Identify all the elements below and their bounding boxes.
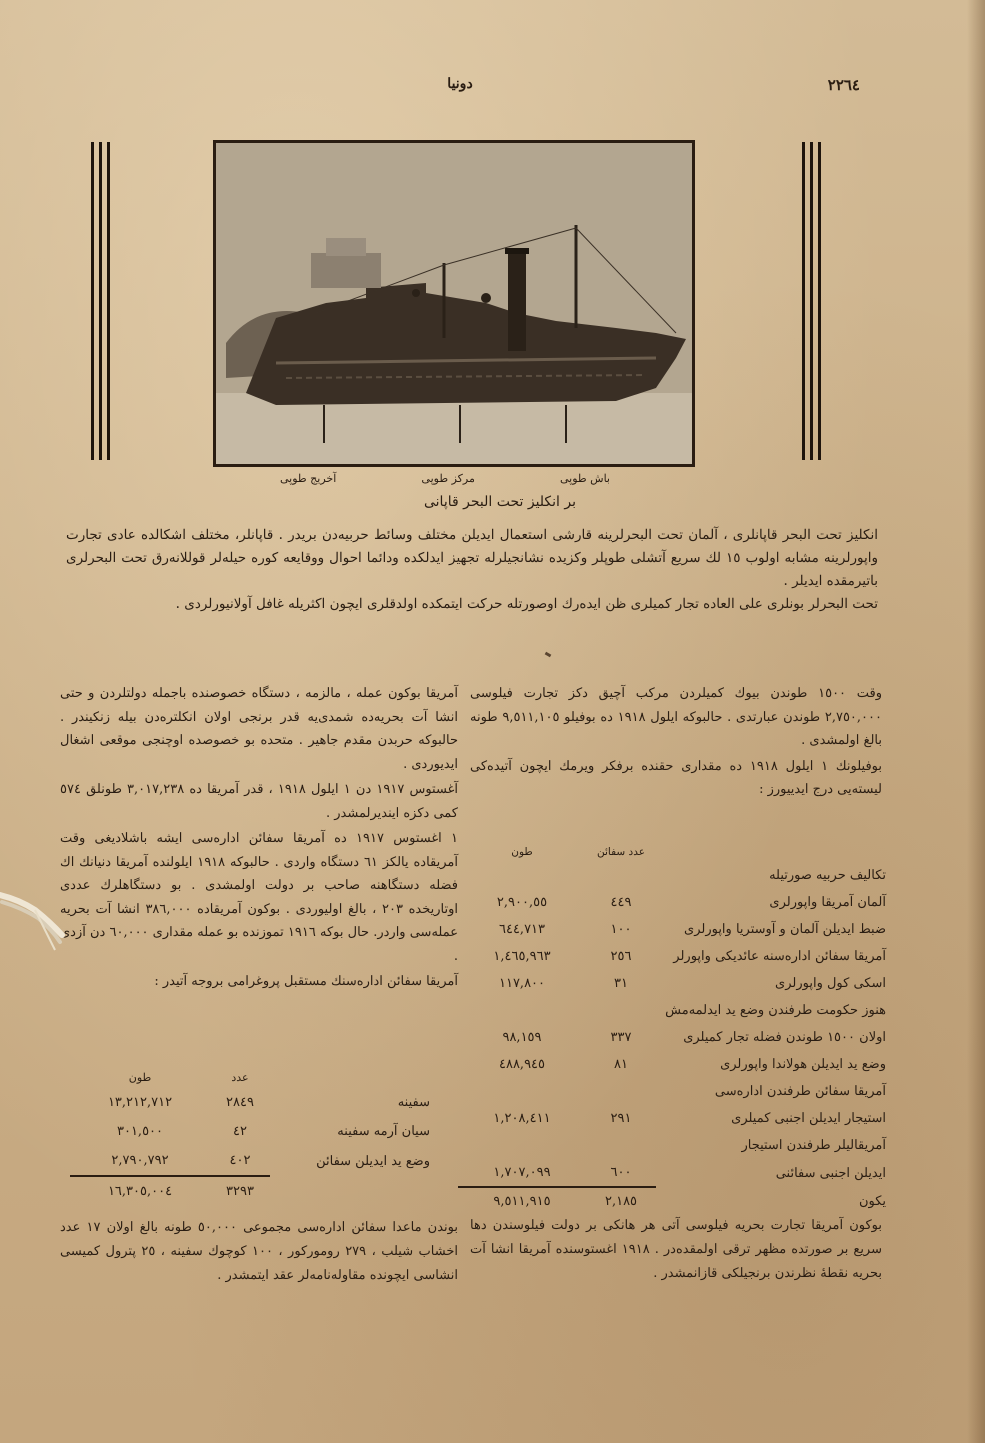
total-ton: ١٦,٣٠٥,٠٠٤ [70,1176,210,1206]
table-row [458,943,886,970]
table-row [458,889,886,916]
intro-text [66,524,878,616]
photo-label: مرکز طوپی [421,472,475,485]
row-ton: ٦٤٤,٧١٣ [498,922,546,937]
row-count: ٣١ [614,976,628,991]
page-header-title: دونیا [447,76,473,92]
row-ton [458,1078,586,1105]
table-row [458,997,886,1024]
row-ton: ٤٨٨,٩٤٥ [498,1057,546,1072]
row-count: ٤٢ [233,1124,247,1139]
row-label: وضع ید ایدیلن هولاندا واپورلری [720,1057,886,1072]
row-label: اسکی کول واپورلری [775,976,886,991]
row-ton [458,997,586,1024]
row-count [586,862,656,889]
row-ton [458,862,586,889]
row-count: ٣٣٧ [610,1030,632,1045]
table-header-row [70,1066,430,1088]
row-count [586,1078,656,1105]
page-number: ٢٢٦٤ [827,76,860,94]
row-ton: ٢,٩٠٠,٥٥ [496,895,548,910]
paragraph: وقت ١٥٠٠ طوندن بیوك کمیلردن مرکب آچیق دکز تجارت فیلوسی ٢,٧٥٠,٠٠٠ طوندن عبارتدی . حالبوکه ایلول ١٩١٨ ده بوفیلو ٩,٥١١,١٠٥ طونه بالغ اولمشدی . [470,686,883,748]
table-row [70,1117,430,1146]
column-header: طون [128,1070,152,1084]
total-ton: ٩,٥١١,٩١٥ [458,1187,586,1215]
table-row [458,1132,886,1159]
row-ton: ١٣,٢١٢,٧١٢ [107,1095,173,1110]
row-ton: ١,٢٠٨,٤١١ [493,1111,551,1126]
row-label: ضبط ایدیلن آلمان و آوستریا واپورلری [684,922,886,937]
right-column [470,682,882,804]
ship-photograph [213,140,695,467]
row-ton [458,1132,586,1159]
table-row [458,916,886,943]
table-row [458,1051,886,1078]
decorative-bar [91,142,94,460]
row-count: ١٠٠ [610,922,632,937]
row-label: وضع ید ایدیلن سفائن [316,1153,430,1169]
row-count: ٤٠٢ [229,1153,251,1168]
paragraph: ١ اغستوس ١٩١٧ ده آمریقا سفائن اداره‌سی ایشه باشلادیغی وقت آمریقاده یالکز ٦١ دستگاه واردی . حالبوکه ١٩١٨ ایلولنده آمریقا دنیانك اك فضله دستگاهنه صاحب بر دولت اولمشدی . بو دستگاهلرك عددی اوتاریخده ٢٠٣ ، بالغ اولیوردی . بوکون آمریقاده ٣٨٦,٠٠٠ انشا آت بحریه عمله‌سی واردر. حال بوکه ١٩١٦ تموزنده بو عمله مقداری ٦٠,٠٠٠ دن آزدی . [60,831,459,964]
total-count: ٣٢٩٣ [210,1176,270,1206]
column-header: عدد سفائن [596,846,645,858]
intro-paragraph: انکلیز تحت البحر قاپانلری ، آلمان تحت البحرلرینه قارشی استعمال ایدیلن مختلف وسائط حربیه‌دن بریدر . قاپانلر، مختلف اشکالده عادی تجارت واپورلرینه مشابه اولوب ١٥ لك سریع آتشلی طوپلر وکزیده نشانجیلرله تجهیز ایدلکده ودائما احوال ووقایعه کوره حیله‌لر قوللانه‌رق تحت البحرلری باتیرمقده ایدیلر . [66,527,878,589]
row-ton: ٩٨,١٥٩ [502,1030,542,1045]
paragraph: آغستوس ١٩١٧ دن ١ ایلول ١٩١٨ ، قدر آمریقا ده ٣,٠١٧,٢٣٨ طونلق ٥٧٤ کمی دکزه ایندیرلمشدر . [60,782,458,821]
paragraph: آمریقا سفائن اداره‌سنك مستقبل پروغرامی بروجه آتیدر : [154,974,458,989]
row-label: آمریقا سفائن اداره‌سنه عائدیکی واپورلر [673,949,886,964]
decorative-bar [107,142,110,460]
table-row [458,862,886,889]
row-label: آلمان آمریقا واپورلری [769,895,886,910]
left-column [60,682,458,996]
page-edge-shadow [967,0,985,1443]
paragraph: بوکون آمریقا تجارت بحریه فیلوسی آتی هر هانکی بر دولت فیلوسندن دها سریع بر صورتده مظهر ترقی اولمقده‌در . ١٩١٨ اغستوسنده آمریقا انشا آت بحریه نقطهٔ نظرندن برنجیلکی قازانمشدر . [470,1218,883,1281]
row-label: استیجار ایدیلن اجنبی کمیلری [731,1111,886,1126]
table-row [458,1105,886,1132]
paragraph: بوفیلونك ١ ایلول ١٩١٨ ده مقداری حقنده برفکر ویرمك ایچون آتیده‌کی لیسته‌یی درج ایدییورز : [470,758,882,797]
table-row [70,1088,430,1117]
total-label [270,1176,430,1206]
photo-label: باش طوپی [559,472,610,485]
decorative-bar [802,142,805,460]
ship-program-table [70,1066,430,1206]
row-count: ٨١ [614,1057,628,1072]
row-count: ٢٨٤٩ [226,1095,254,1110]
photo-label: آخریج طوپی [280,472,337,485]
ship-illustration [216,143,692,464]
row-label: اولان ١٥٠٠ طوندن فضله تجار کمیلری [683,1030,886,1045]
table-row [458,970,886,997]
total-label: یکون [858,1193,886,1209]
row-count: ٤٤٩ [610,895,632,910]
decorative-bar [810,142,813,460]
row-count: ٦٠٠ [610,1165,632,1180]
paragraph: آمریقا بوکون عمله ، مالزمه ، دستگاه خصوصنده باجمله دولتلردن و حتی انشا آت بحریه‌ده شمدی‌یه قدر برنجی اولان انکلتره‌دن بیله زنکیندر . حالبوکه حربدن مقدم جاهیر . متحده بو خصوصده اوچنجی موقعی اشغال ایدیوردی . [60,686,458,772]
left-bottom-text [60,1216,458,1288]
row-ton: ١١٧,٨٠٠ [498,976,546,991]
row-label: سفینه [397,1095,430,1110]
row-ton: ٢,٧٩٠,٧٩٢ [111,1153,169,1168]
row-ton: ٣٠١,٥٠٠ [116,1124,164,1139]
binding-thread [0,880,70,960]
row-label: ایدیلن اجنبی سفائنی [775,1165,886,1181]
paragraph: بوندن ماعدا سفائن اداره‌سی مجموعی ٥٠,٠٠٠ طونه بالغ اولان ١٧ عدد اخشاب شیلب ، ٢٧٩ رومورکور ، ١٠٠ کوچوك سفینه ، ٢٥ پترول کمیسی انشاسی ایچونده مقاوله‌نامه‌لر عقد ایتمشدر . [60,1220,458,1283]
column-header: عدد [231,1070,249,1084]
intro-paragraph: تحت البحرلر بونلری علی العاده تجار کمیلری ظن ایده‌رك اوصورتله حرکت ایتمکده اولدقلری ایچون اکثریله غافل آولانیورلردی . [175,596,878,612]
row-count [586,1132,656,1159]
row-ton: ١,٤٦٥,٩٦٣ [493,949,551,964]
right-bottom-text [470,1214,882,1286]
row-label: سیان آرمه سفینه [337,1124,430,1139]
row-label: تکالیف حربیه صورتیله [769,868,886,883]
row-label: آمریقالیلر طرفندن استیجار [741,1138,886,1153]
decorative-bar [818,142,821,460]
table-row [458,1078,886,1105]
row-label: هنوز حکومت طرفندن وضع ید ایدلمه‌مش [665,1003,886,1018]
decorative-bar [99,142,102,460]
photo-labels [280,472,610,485]
row-count [586,997,656,1024]
row-label: آمریقا سفائن طرفندن اداره‌سی [714,1084,886,1099]
ink-mark [545,652,552,658]
table-total-row [70,1176,430,1206]
table-total-row [458,1187,886,1215]
table-row [458,1159,886,1187]
column-header: طون [511,846,533,858]
table-row [458,1024,886,1051]
row-count: ٢٩١ [610,1111,632,1126]
photo-caption: بر انکلیز تحت البحر قاپانی [423,494,577,510]
total-count: ٢,١٨٥ [586,1187,656,1215]
table-row [70,1146,430,1176]
row-ton: ١,٧٠٧,٠٩٩ [493,1165,551,1180]
tonnage-table [458,842,886,1215]
table-header-row [458,842,886,862]
row-count: ٢٥٦ [610,949,632,964]
